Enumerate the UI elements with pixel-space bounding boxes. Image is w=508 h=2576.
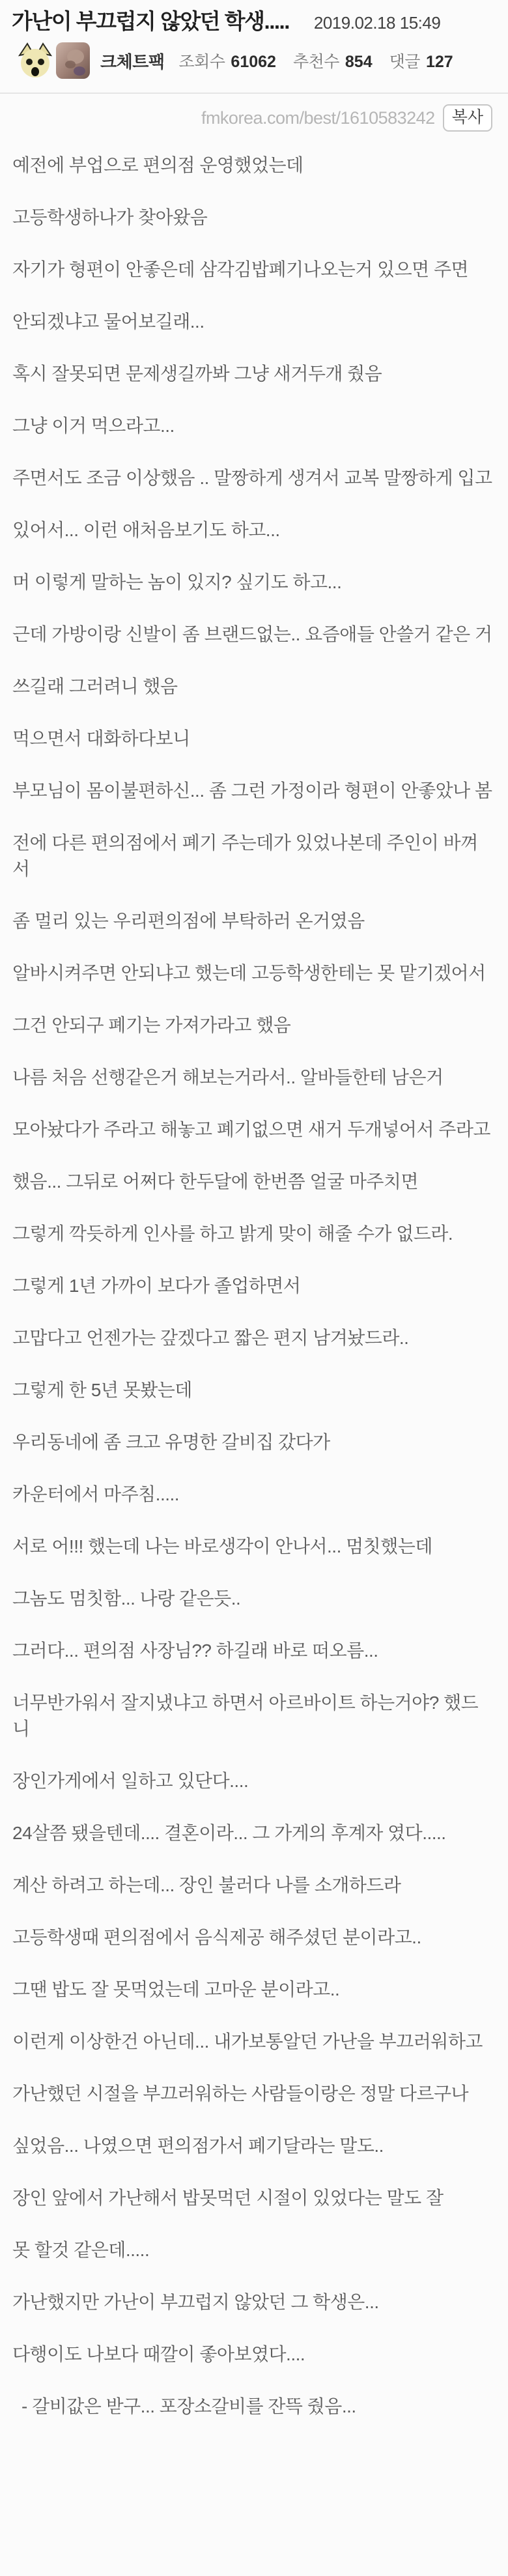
body-paragraph: 이런게 이상한건 아닌데... 내가보통알던 가난을 부끄러워하고	[12, 2031, 483, 2052]
body-paragraph: 그땐 밥도 잘 못먹었는데 고마운 분이라고..	[12, 1979, 340, 1999]
post-stats	[178, 49, 470, 72]
body-paragraph: 고등학생때 편의점에서 음식제공 해주셨던 분이라고..	[12, 1927, 421, 1947]
body-paragraph: 우리동네에 좀 크고 유명한 갈비집 갔다가	[12, 1432, 330, 1452]
body-paragraph: 혹시 잘못되면 문제생길까봐 그냥 새거두개 줬음	[12, 364, 382, 384]
body-paragraph: 그건 안되구 폐기는 가져가라고 했음	[12, 1015, 291, 1035]
body-paragraph: 모아놨다가 주라고 해놓고 폐기없으면 새거 두개넣어서 주라고	[12, 1119, 490, 1139]
body-paragraph: 카운터에서 마주침.....	[12, 1484, 180, 1504]
body-paragraph: 고맙다고 언젠가는 갚겠다고 짧은 편지 남겨놨드라..	[12, 1328, 409, 1348]
body-paragraph: 그렇게 한 5년 못봤는데	[12, 1380, 192, 1400]
body-paragraph: 부모님이 몸이불편하신... 좀 그런 가정이라 형편이 안좋았나 봄	[12, 780, 492, 801]
copy-url-button[interactable]: 복사	[443, 104, 492, 132]
body-paragraph: 예전에 부업으로 편의점 운영했었는데	[12, 155, 303, 175]
body-paragraph: 고등학생하나가 찾아왔음	[12, 207, 208, 227]
body-paragraph: 싶었음... 나였으면 편의점가서 폐기달라는 말도..	[12, 2136, 384, 2156]
post-url-field[interactable]: fmkorea.com/best/1610583242	[201, 107, 435, 128]
body-paragraph: 먹으면서 대화하다보니	[12, 728, 190, 749]
body-paragraph: 머 이렇게 말하는 놈이 있지? 싶기도 하고...	[12, 572, 342, 592]
post-date: 2019.02.18 15:49	[313, 13, 441, 33]
body-paragraph: 장인가게에서 일하고 있단다....	[12, 1771, 249, 1791]
body-paragraph: 다행이도 나보다 때깔이 좋아보였다....	[12, 2344, 305, 2364]
person-face-avatar-icon[interactable]	[56, 42, 90, 79]
url-bar	[0, 94, 508, 136]
stat-label: 추천수	[292, 53, 339, 71]
body-paragraph: 장인 앞에서 가난해서 밥못먹던 시절이 있었다는 말도 잘	[12, 2188, 444, 2208]
body-paragraph: 그냥 이거 먹으라고...	[12, 416, 175, 436]
body-paragraph: 근데 가방이랑 신발이 좀 브랜드없는.. 요즘애들 안쓸거 같은 거	[12, 624, 492, 644]
body-paragraph: 24살쯤 됐을텐데.... 결혼이라... 그 가게의 후계자 였다.....	[12, 1823, 446, 1843]
body-paragraph: 그러다... 편의점 사장님?? 하길래 바로 떠오름...	[12, 1640, 378, 1661]
body-paragraph: 서로 어!!! 했는데 나는 바로생각이 안나서... 멈칫했는데	[12, 1536, 432, 1556]
stat-label: 댓글	[389, 53, 420, 71]
author-meta-row	[12, 42, 496, 79]
body-paragraph: 전에 다른 편의점에서 폐기 주는데가 있었나본데 주인이 바껴서	[12, 833, 478, 879]
body-paragraph: 못 할것 같은데.....	[12, 2240, 150, 2260]
body-paragraph: 알바시켜주면 안되냐고 했는데 고등학생한테는 못 맡기겠어서	[12, 963, 486, 983]
body-paragraph: 쓰길래 그러려니 했음	[12, 676, 178, 696]
body-paragraph: 그놈도 멈칫함... 나랑 같은듯..	[12, 1588, 241, 1609]
body-paragraph: 있어서... 이런 애처음보기도 하고...	[12, 520, 280, 540]
body-paragraphs	[12, 152, 494, 2368]
body-paragraph: 너무반가워서 잘지냈냐고 하면서 아르바이트 하는거야? 했드니	[12, 1693, 479, 1739]
body-paragraph: 했음... 그뒤로 어쩌다 한두달에 한번쯤 얼굴 마주치면	[12, 1171, 419, 1192]
dog-face-avatar-icon[interactable]	[18, 42, 52, 79]
body-paragraph: 안되겠냐고 물어보길래...	[12, 311, 205, 332]
stat-value: 61062	[231, 53, 276, 71]
body-paragraph: 좀 멀리 있는 우리편의점에 부탁하러 온거였음	[12, 911, 365, 931]
post-title: 가난이 부끄럽지 않았던 학생.....	[12, 9, 289, 33]
body-paragraph: 주면서도 조금 이상했음 .. 말짱하게 생겨서 교복 말짱하게 입고	[12, 468, 492, 488]
body-paragraph: 가난했지만 가난이 부끄럽지 않았던 그 학생은...	[12, 2292, 379, 2312]
stat-label: 조회수	[178, 53, 225, 71]
body-paragraph: 가난했던 시절을 부끄러워하는 사람들이랑은 정말 다르구나	[12, 2083, 469, 2104]
body-paragraph: 계산 하려고 하는데... 장인 불러다 나를 소개하드라	[12, 1875, 401, 1895]
body-paragraph: 나름 처음 선행같은거 해보는거라서.. 알바들한테 남은거	[12, 1067, 444, 1087]
stat-item	[178, 49, 275, 72]
stat-value: 854	[345, 53, 373, 71]
title-row	[12, 9, 496, 34]
body-paragraph: 그렇게 깍듯하게 인사를 하고 밝게 맞이 해줄 수가 없드라.	[12, 1224, 453, 1244]
body-paragraph: 그렇게 1년 가까이 보다가 졸업하면서	[12, 1276, 301, 1296]
post-header	[0, 0, 508, 79]
body-paragraph: 자기가 형편이 안좋은데 삼각김밥폐기나오는거 있으면 주면	[12, 259, 469, 279]
author-username[interactable]: 크체트팩	[100, 51, 165, 72]
post-body	[0, 136, 508, 2465]
stat-item	[389, 49, 453, 72]
body-footnote: - 갈비값은 받구... 포장소갈비를 잔뜩 줬음...	[21, 2396, 356, 2416]
stat-value: 127	[425, 53, 453, 71]
stat-item	[293, 49, 373, 72]
